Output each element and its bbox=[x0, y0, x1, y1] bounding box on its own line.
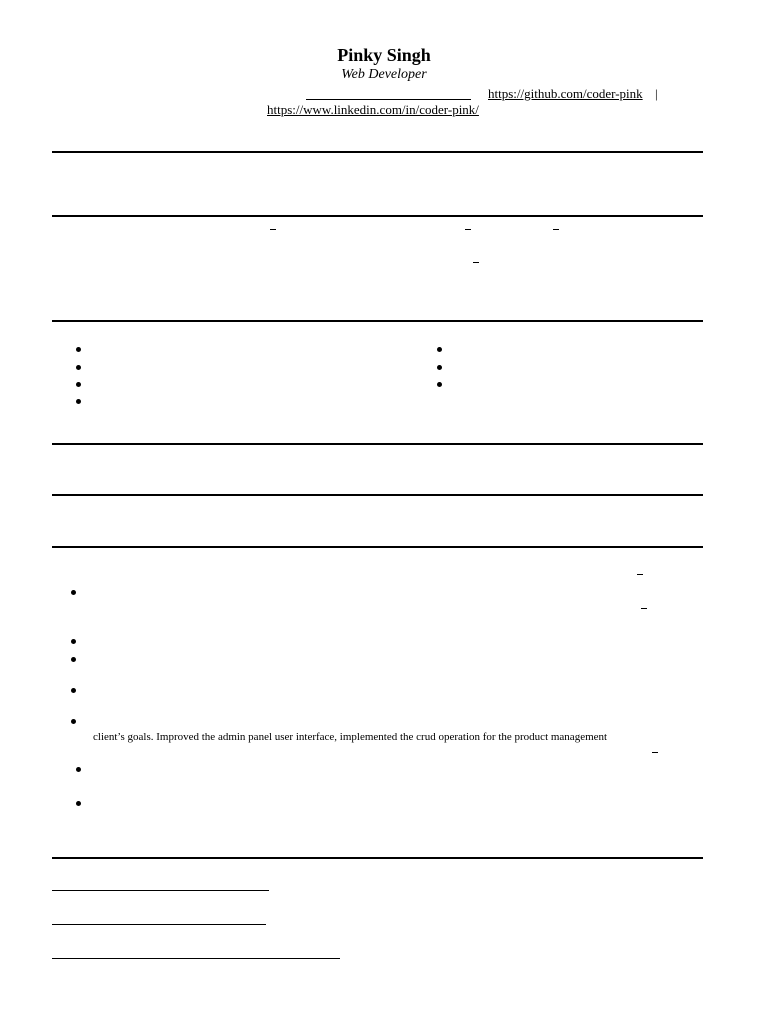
profile-link-blank[interactable] bbox=[52, 924, 266, 925]
skill-bullet bbox=[76, 365, 81, 370]
skill-bullet bbox=[437, 382, 442, 387]
experience-bullet bbox=[71, 719, 76, 724]
skill-bullet bbox=[76, 347, 81, 352]
experience-bullet bbox=[71, 657, 76, 662]
date-dash bbox=[270, 229, 276, 230]
resume-name: Pinky Singh bbox=[337, 45, 431, 65]
experience-bullet bbox=[76, 801, 81, 806]
section-divider-experience bbox=[52, 546, 703, 548]
date-dash bbox=[553, 229, 559, 230]
contact-separator: | bbox=[655, 86, 658, 101]
section-divider-section-5 bbox=[52, 494, 703, 496]
date-dash bbox=[465, 229, 471, 230]
date-dash bbox=[637, 574, 643, 575]
date-dash bbox=[641, 608, 647, 609]
contact-link-blank[interactable] bbox=[306, 87, 471, 100]
date-dash bbox=[473, 262, 479, 263]
skill-bullet bbox=[437, 347, 442, 352]
resume-title: Web Developer bbox=[341, 67, 427, 82]
section-divider-links bbox=[52, 857, 703, 859]
skill-bullet bbox=[76, 399, 81, 404]
linkedin-link[interactable]: https://www.linkedin.com/in/coder-pink/ bbox=[267, 102, 479, 117]
section-divider-skills bbox=[52, 320, 703, 322]
skill-bullet bbox=[437, 365, 442, 370]
section-divider-summary bbox=[52, 151, 703, 153]
experience-bullet bbox=[71, 590, 76, 595]
skill-bullet bbox=[76, 382, 81, 387]
experience-bullet bbox=[71, 688, 76, 693]
date-dash bbox=[652, 752, 658, 753]
experience-bullet bbox=[71, 639, 76, 644]
section-divider-education bbox=[52, 215, 703, 217]
section-divider-section-4 bbox=[52, 443, 703, 445]
experience-description: client’s goals. Improved the admin panel user interface, implemented the crud operation for the product management bbox=[93, 731, 608, 743]
github-link[interactable]: https://github.com/coder-pink bbox=[488, 86, 643, 101]
experience-bullet bbox=[76, 767, 81, 772]
profile-link-blank[interactable] bbox=[52, 958, 340, 959]
profile-link-blank[interactable] bbox=[52, 890, 269, 891]
